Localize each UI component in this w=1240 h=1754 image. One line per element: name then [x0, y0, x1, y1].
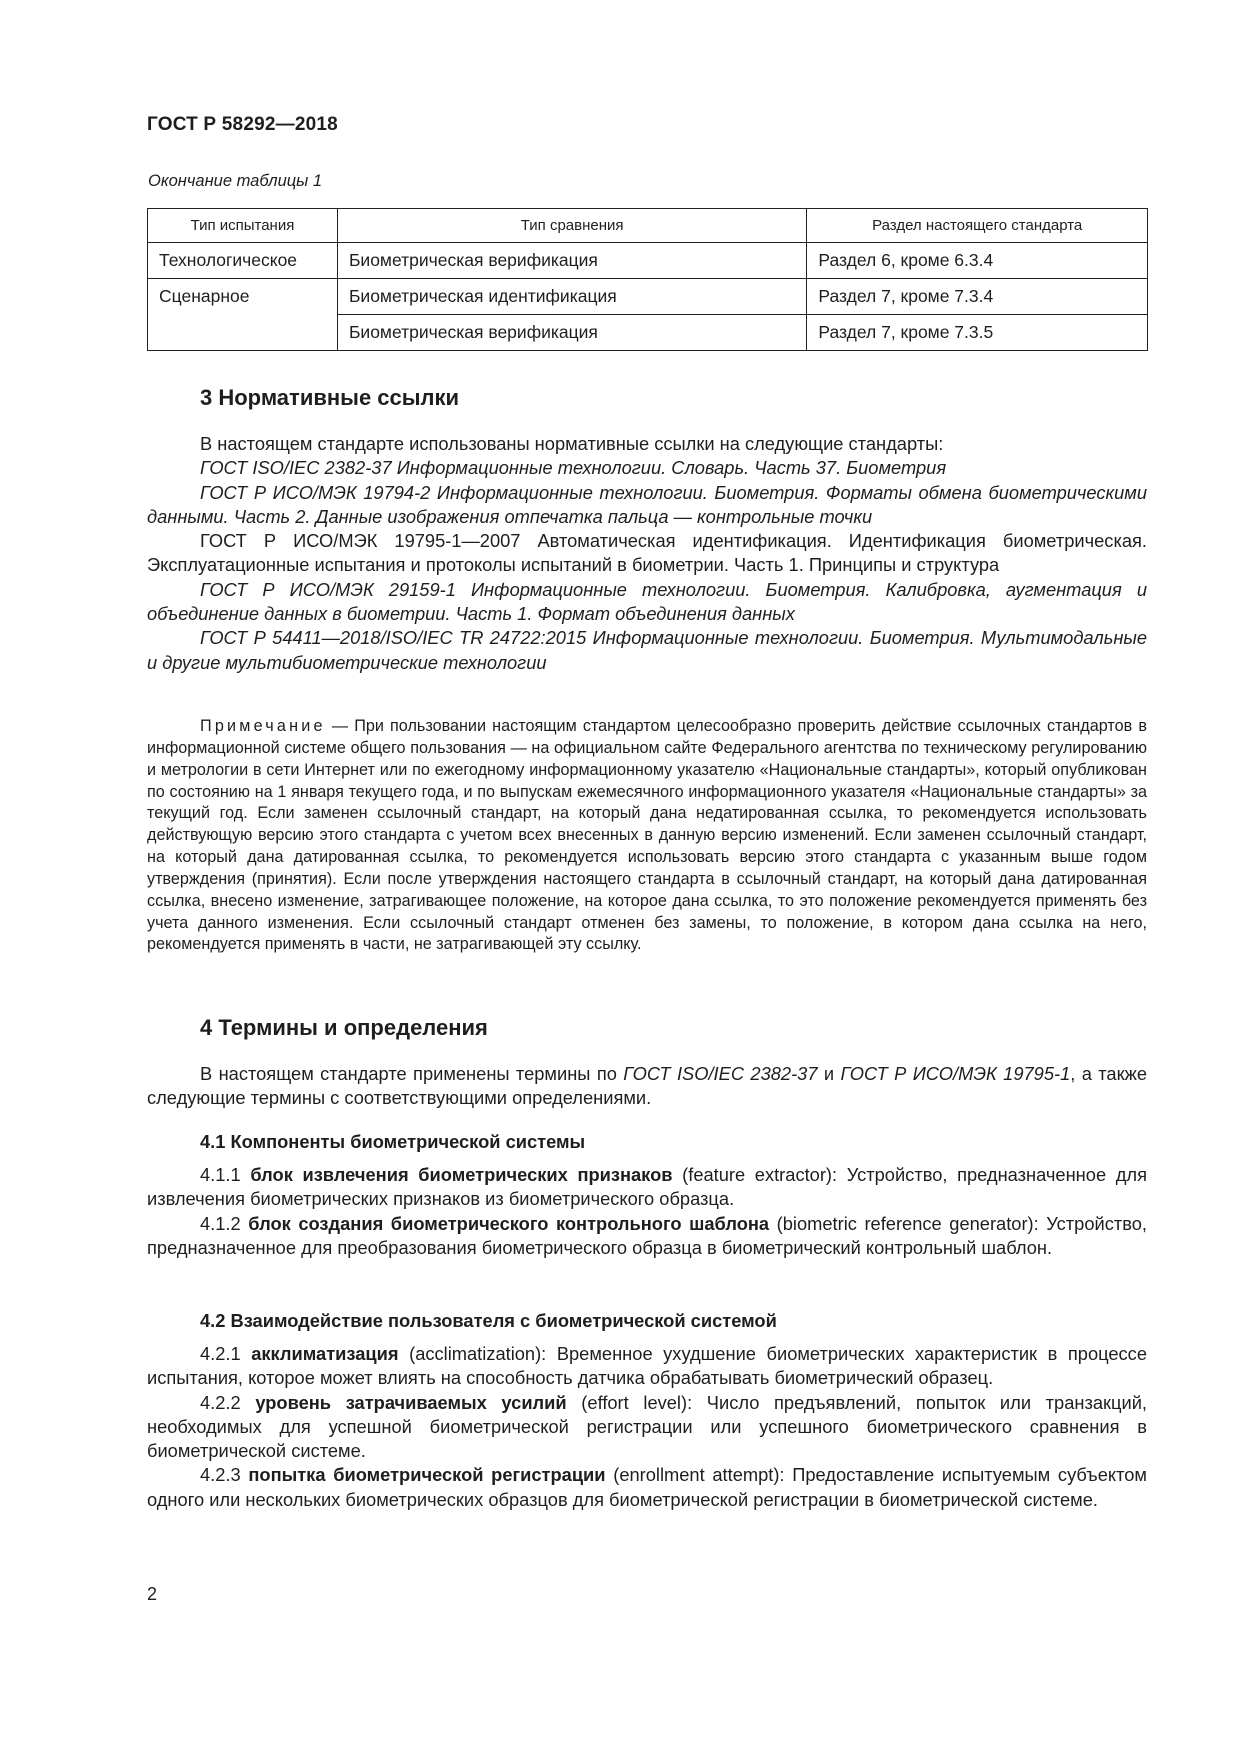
subsection-4-1-heading: 4.1 Компоненты биометрической системы — [200, 1131, 586, 1152]
intro-ref-gost-2382: ГОСТ ISO/IEC 2382-37 — [623, 1063, 818, 1084]
cell-comparison: Биометрическая идентификация — [337, 279, 806, 315]
cell-section: Раздел 7, кроме 7.3.4 — [807, 279, 1148, 315]
terms-intro-paragraph — [147, 1062, 1147, 1111]
column-header-section: Раздел настоящего стандарта — [807, 209, 1148, 243]
term-name: блок создания биометрического контрольного шаблона — [248, 1212, 770, 1234]
terms-intro — [147, 1062, 1147, 1111]
column-header-comparison: Тип сравнения — [337, 209, 806, 243]
table-row — [148, 243, 1148, 279]
table-header-row — [148, 209, 1148, 243]
term-number: 4.1.1 — [200, 1164, 251, 1185]
subsection-4-1-terms — [147, 1163, 1147, 1260]
term-text: (effort level): Число предъявлений, попыток или транзакций, необходимых для успешной биометрической регистрации или успешного биометрического сравнения в биометрической системе. — [147, 1391, 1148, 1462]
page-number: 2 — [147, 1584, 158, 1604]
term-text: (acclimatization): Временное ухудшение биометрических характеристик в процессе испытания, которое может влиять на способность датчика обрабатывать биометрический образец. — [147, 1343, 1147, 1389]
cell-comparison: Биометрическая верификация — [337, 243, 806, 279]
references-intro: В настоящем стандарте использованы нормативные ссылки на следующие стандарты: — [200, 433, 944, 454]
term-text: (biometric reference generator): Устройство, предназначенное для преобразования биометрического образца в биометрический контрольный шаблон. — [147, 1212, 1147, 1258]
reference-item: ГОСТ Р ИСО/МЭК 19794-2 Информационные технологии. Биометрия. Форматы обмена биометрическими данными. Часть 2. Данные изображения отпечатка пальца — контрольные точки — [147, 481, 1147, 527]
term-number: 4.2.3 — [200, 1464, 249, 1486]
term-definition — [147, 1391, 1147, 1464]
normative-references — [147, 432, 1147, 675]
intro-text: В настоящем стандарте применены термины по — [200, 1063, 624, 1084]
reference-item: ГОСТ Р ИСО/МЭК 19795-1—2007 Автоматическая идентификация. Идентификация биометрическая. Эксплуатационные испытания и протоколы испытаний в биометрии. Часть 1. Принципы и структура — [147, 530, 1147, 576]
subsection-4-2-heading: 4.2 Взаимодействие пользователя с биометрической системой — [200, 1310, 777, 1331]
reference-item: ГОСТ ISO/IEC 2382-37 Информационные технологии. Словарь. Часть 37. Биометрия — [200, 457, 947, 479]
term-definition — [147, 1212, 1147, 1261]
standards-table — [147, 208, 1148, 351]
intro-ref-gost-19795: ГОСТ Р ИСО/МЭК 19795-1 — [840, 1063, 1071, 1084]
cell-section: Раздел 6, кроме 6.3.4 — [807, 243, 1148, 279]
note-label: Примечание — [200, 717, 326, 735]
term-name: акклиматизация — [251, 1343, 399, 1364]
intro-text: , а также следующие термины с соответствующими определениями. — [147, 1063, 1147, 1109]
section-3-heading: 3 Нормативные ссылки — [200, 385, 460, 410]
cell-comparison: Биометрическая верификация — [337, 315, 806, 351]
intro-text: и — [817, 1063, 841, 1084]
term-definition — [147, 1163, 1147, 1212]
term-number: 4.1.2 — [200, 1212, 249, 1234]
document-code: ГОСТ Р 58292—2018 — [147, 114, 338, 135]
table-caption: Окончание таблицы 1 — [148, 172, 323, 190]
term-number: 4.2.2 — [200, 1391, 256, 1413]
note-paragraph — [147, 716, 1147, 956]
column-header-test-type: Тип испытания — [148, 209, 338, 243]
term-name: блок извлечения биометрических признаков — [250, 1164, 673, 1185]
term-name: уровень затрачиваемых усилий — [255, 1391, 567, 1413]
reference-item: ГОСТ Р 54411—2018/ISO/IEC TR 24722:2015 Информационные технологии. Биометрия. Мультимодальные и другие мультибиометрические технологии — [147, 627, 1147, 673]
term-text: (enrollment attempt): Предоставление испытуемым субъектом одного или нескольких биометрических образцов для биометрической регистрации в биометрической системе. — [147, 1464, 1147, 1510]
section-4-heading: 4 Термины и определения — [200, 1015, 488, 1040]
term-definition — [147, 1342, 1147, 1391]
table-row — [148, 279, 1148, 315]
term-text: (feature extractor): Устройство, предназначенное для извлечения биометрических признаков из биометрического образца. — [147, 1164, 1147, 1210]
term-name: попытка биометрической регистрации — [248, 1464, 606, 1486]
cell-test-type: Сценарное — [148, 279, 338, 351]
cell-test-type: Технологическое — [148, 243, 338, 279]
term-definition — [147, 1463, 1147, 1512]
reference-item: ГОСТ Р ИСО/МЭК 29159-1 Информационные технологии. Биометрия. Калибровка, аугментация и объединение данных в биометрии. Часть 1. Формат объединения данных — [147, 578, 1147, 625]
term-number: 4.2.1 — [200, 1343, 252, 1364]
subsection-4-2-terms — [147, 1342, 1147, 1512]
cell-section: Раздел 7, кроме 7.3.5 — [807, 315, 1148, 351]
note-text: — При пользовании настоящим стандартом целесообразно проверить действие ссылочных стандартов в информационной системе общего пользования — на официальном сайте Федерального агентства по техническому регулированию и метрологии в сети Интернет или по ежегодному информационному указателю «Национальные стандарты», который опубликован по состоянию на 1 января текущего года, и по выпускам ежемесячного информационного указателя «Национальные стандарты» за текущий год. Если заменен ссылочный стандарт, на который дана недатированная ссылка, то рекомендуется использовать действующую версию этого стандарта с учетом всех внесенных в данную версию изменений. Если заменен ссылочный стандарт, на который дана датированная ссылка, то рекомендуется использовать версию этого стандарта с указанным выше годом утверждения (принятия). Если после утверждения настоящего стандарта в ссылочный стандарт, на который дана датированная ссылка, внесено изменение, затрагивающее положение, на которое дана ссылка, то это положение рекомендуется применять без учета данного изменения. Если ссылочный стандарт отменен без замены, то положение, в котором дана ссылка на него, рекомендуется применять в части, не затрагивающей эту ссылку. — [147, 717, 1147, 954]
